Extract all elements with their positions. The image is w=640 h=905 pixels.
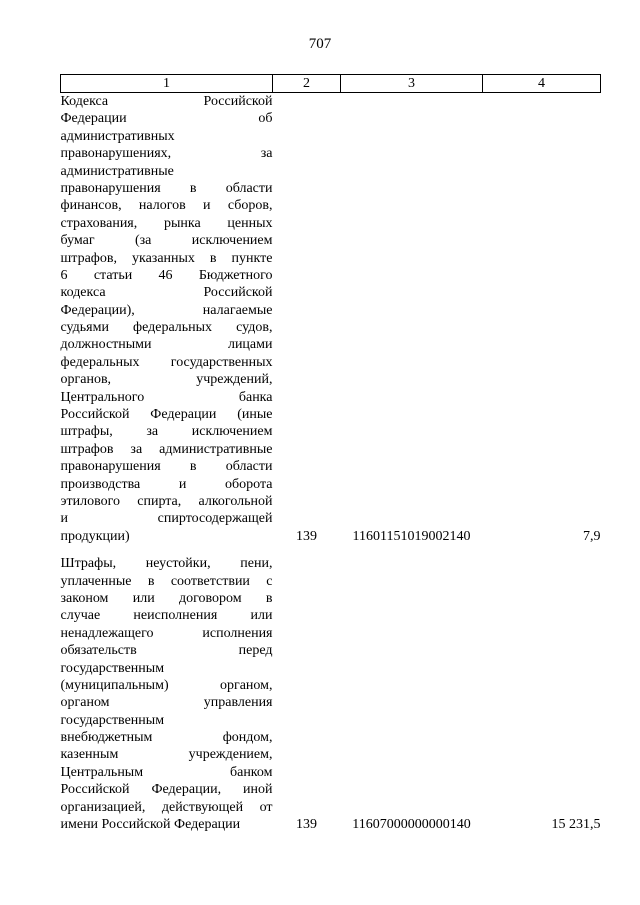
column-header-2: 2 (273, 75, 341, 93)
description-line: штрафов, указанных в пункте (60, 250, 273, 266)
description-line: финансов, налогов и сборов, (60, 198, 273, 214)
description-line: бумаг (за исключением (60, 233, 273, 249)
row-spacer (61, 545, 601, 555)
description-line: ненадлежащего исполнения (60, 625, 273, 641)
description-line: административных (60, 128, 175, 144)
description-line: обязательств перед (60, 643, 273, 659)
description-line: судьями федеральных судов, (60, 320, 273, 336)
description-line: Российской Федерации (иные (60, 407, 273, 423)
budget-table (60, 74, 601, 833)
header-row (61, 75, 601, 93)
description-line: и спиртосодержащей (60, 511, 273, 527)
description-line: органов, учреждений, (60, 372, 273, 388)
description-line: органом управления (60, 695, 273, 711)
description-line: государственным (60, 660, 165, 676)
description-line: казенным учреждением, (60, 747, 273, 763)
row-budget-code: 11601151019002140 (352, 528, 471, 544)
column-header-3: 3 (341, 75, 483, 93)
row-budget-code: 11607000000000140 (352, 817, 471, 832)
description-line: имени Российской Федерации (60, 817, 241, 833)
description-line: правонарушениях, за (60, 146, 273, 162)
row-description (61, 555, 273, 833)
description-line: Центрального банка (60, 389, 273, 405)
row-amount: 15 231,5 (551, 817, 601, 832)
description-line: страхования, рынка ценных (60, 215, 273, 231)
row-spacer-cell (61, 545, 601, 555)
description-line: законом или договором в (60, 590, 273, 606)
description-line: административные (60, 163, 174, 179)
row-admin-code: 139 (296, 817, 317, 832)
description-line: этилового спирта, алкогольной (60, 493, 273, 509)
description-line: федеральных государственных (60, 354, 273, 370)
description-line: кодекса Российской (60, 285, 273, 301)
description-line: Кодекса Российской (60, 94, 273, 109)
table-row (61, 93, 601, 546)
description-line: штрафы, за исключением (60, 424, 273, 440)
row-description (61, 93, 273, 546)
description-line: производства и оборота (60, 476, 273, 492)
description-line: правонарушения в области (60, 459, 273, 475)
description-line: должностными лицами (60, 337, 273, 353)
description-line: Российской Федерации, иной (60, 782, 273, 798)
description-line: организацией, действующей от (60, 799, 273, 815)
column-header-4: 4 (483, 75, 601, 93)
column-header-1: 1 (61, 75, 273, 93)
description-line: правонарушения в области (60, 180, 273, 196)
page-number: 707 (308, 36, 332, 52)
description-line: внебюджетным фондом, (60, 730, 273, 746)
description-line: (муниципальным) органом, (60, 677, 273, 693)
table-row (61, 555, 601, 833)
description-line: Федерации об (60, 111, 273, 127)
description-line: случае неисполнения или (60, 608, 273, 624)
row-admin-code: 139 (296, 528, 317, 544)
description-line: Центральным банком (60, 764, 273, 780)
description-line: продукции) (60, 528, 130, 544)
description-line: уплаченные в соответствии с (60, 573, 273, 589)
description-line: государственным (60, 712, 165, 728)
description-line: 6 статьи 46 Бюджетного (60, 267, 273, 283)
row-amount: 7,9 (583, 528, 601, 544)
description-line: штрафов за административные (60, 441, 273, 457)
description-line: Федерации), налагаемые (60, 302, 273, 318)
description-line: Штрафы, неустойки, пени, (60, 556, 273, 572)
table-body (61, 93, 601, 834)
